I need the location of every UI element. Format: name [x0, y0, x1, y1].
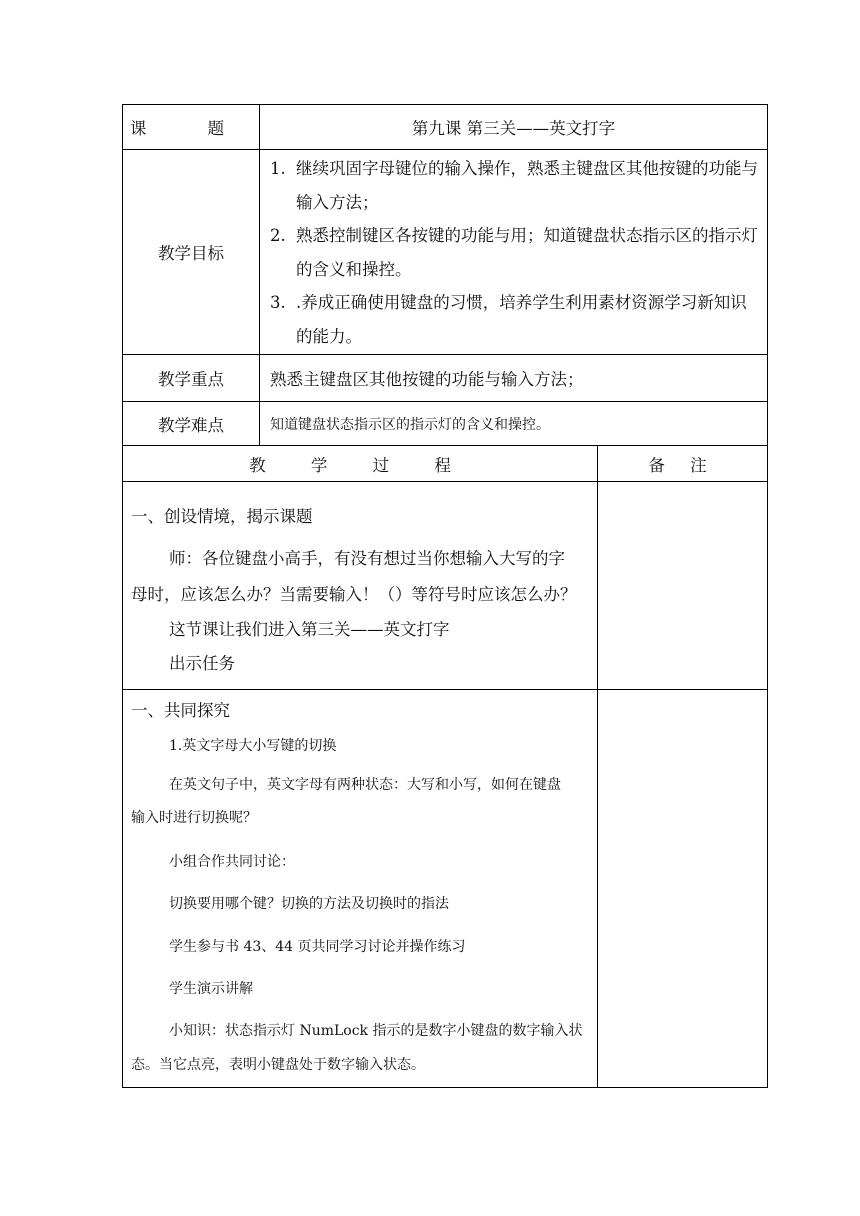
objectives-label-cell — [123, 150, 259, 354]
notes-header: 备 注 — [648, 455, 717, 475]
key-points-value: 熟悉主键盘区其他按键的功能与输入方法； — [270, 370, 584, 389]
title-label: 课 题 — [129, 119, 253, 138]
notes-header-cell — [598, 446, 767, 481]
process-header: 教 学 过 程 — [249, 455, 471, 475]
section2-paragraph-2: 小组合作共同讨论： — [169, 854, 295, 870]
section1-paragraph-2: 这节课让我们进入第三关——英文打字 — [169, 620, 450, 639]
objective-number: 1. — [270, 159, 286, 178]
difficulties-value: 知道键盘状态指示区的指示灯的含义和操控。 — [270, 416, 550, 433]
objectives-label: 教学目标 — [158, 244, 224, 263]
objective-number: 2. — [270, 226, 286, 245]
difficulties-label: 教学难点 — [158, 415, 224, 435]
section2-paragraph-line1: 在英文句子中，英文字母有两种状态：大写和小写，如何在键盘 — [169, 777, 561, 793]
section1-paragraph-line2: 母时，应该怎么办？当需要输入！（）等符号时应该怎么办？ — [131, 585, 577, 604]
section2-paragraph-3: 切换要用哪个键？切换的方法及切换时的指法 — [169, 896, 449, 912]
key-points-label: 教学重点 — [158, 370, 224, 389]
objective-text: 继续巩固字母键位的输入操作，熟悉主键盘区其他按键的功能与输入方法； — [296, 159, 758, 212]
title-label-cell — [123, 105, 259, 149]
section2-heading: 一、共同探究 — [131, 701, 230, 720]
difficulties-label-cell — [123, 402, 259, 445]
objective-item-2 — [270, 219, 762, 287]
objective-text: 熟悉控制键区各按键的功能与用；知道键盘状态指示区的指示灯的含义和操控。 — [296, 226, 758, 279]
lesson-title: 第九课 第三关——英文打字 — [411, 119, 616, 138]
section1-paragraph-line1: 师：各位键盘小高手，有没有想过当你想输入大写的字 — [169, 549, 565, 568]
objective-number: 3. — [270, 293, 286, 312]
section1-heading: 一、创设情境，揭示课题 — [131, 507, 313, 526]
key-points-value-cell — [270, 355, 765, 401]
section2-paragraph-4: 学生参与书 43、44 页共同学习讨论并操作练习 — [169, 939, 466, 955]
process-header-cell — [123, 446, 597, 481]
section2-paragraph-line2: 输入时进行切换呢？ — [131, 810, 257, 826]
key-points-label-cell — [123, 355, 259, 401]
section2-paragraph-6-line2: 态。当它点亮，表明小键盘处于数字输入状态。 — [131, 1057, 425, 1073]
objective-text: .养成正确使用键盘的习惯，培养学生利用素材资源学习新知识的能力。 — [296, 293, 747, 346]
section2-paragraph-5: 学生演示讲解 — [169, 981, 253, 997]
title-value-cell — [260, 105, 767, 149]
objective-item-1 — [270, 152, 762, 220]
difficulties-value-cell — [270, 402, 765, 445]
section2-paragraph-6-line1: 小知识：状态指示灯 NumLock 指示的是数字小键盘的数字输入状 — [169, 1023, 583, 1039]
section2-subheading: 1.英文字母大小写键的切换 — [169, 738, 337, 754]
section1-paragraph-3: 出示任务 — [169, 654, 235, 673]
objective-item-3 — [270, 286, 762, 354]
